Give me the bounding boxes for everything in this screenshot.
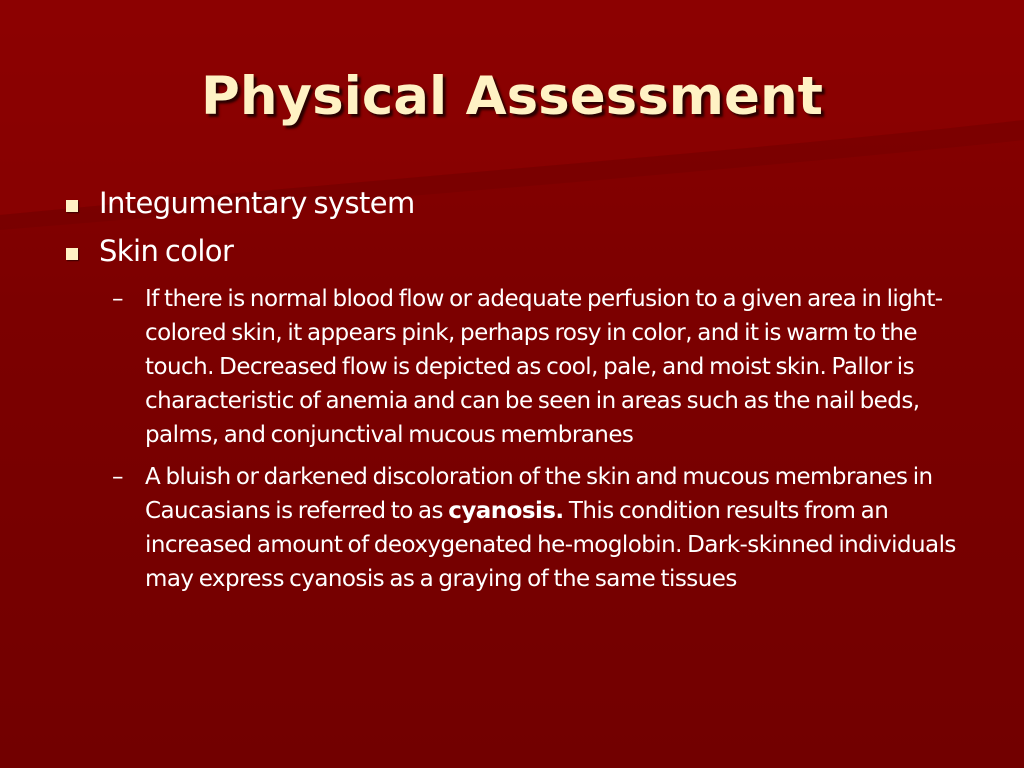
sub-bullet-text	[145, 460, 967, 596]
sub-bullet-text: If there is normal blood flow or adequate perfusion to a given area in light-colored skin, it appears pink, perhaps rosy in color, and it is warm to the touch. Decreased flow is depicted as cool, pale, and moist skin. Pallor is characteristic of anemia and can be seen in areas such as the nail beds, palms, and conjunctival mucous membranes	[145, 286, 943, 448]
cyanosis-term: cyanosis.	[448, 498, 564, 524]
sub-bullet-perfusion	[112, 282, 967, 452]
sub-bullet-text-before: A bluish or darkened discoloration of the skin and mucous membranes in Caucasians is referred to as	[145, 464, 933, 524]
sub-bullet-text-after: This condition results from an increased amount of deoxygenated he-moglobin. Dark-skinned individuals may express cyanosis as a graying of the same tissues	[145, 498, 956, 592]
slide-body	[62, 186, 967, 604]
bullet-integumentary-system	[62, 186, 967, 220]
square-bullet-icon	[66, 248, 78, 260]
slide-title: Physical Assessment	[200, 66, 824, 127]
dash-bullet-icon: –	[112, 464, 123, 490]
bullet-text: Skin color	[99, 234, 234, 268]
bullet-skin-color	[62, 234, 967, 268]
bullet-text: Integumentary system	[99, 186, 415, 220]
square-bullet-icon	[66, 200, 78, 212]
sub-bullet-cyanosis	[112, 460, 967, 596]
dash-bullet-icon: –	[112, 286, 123, 312]
